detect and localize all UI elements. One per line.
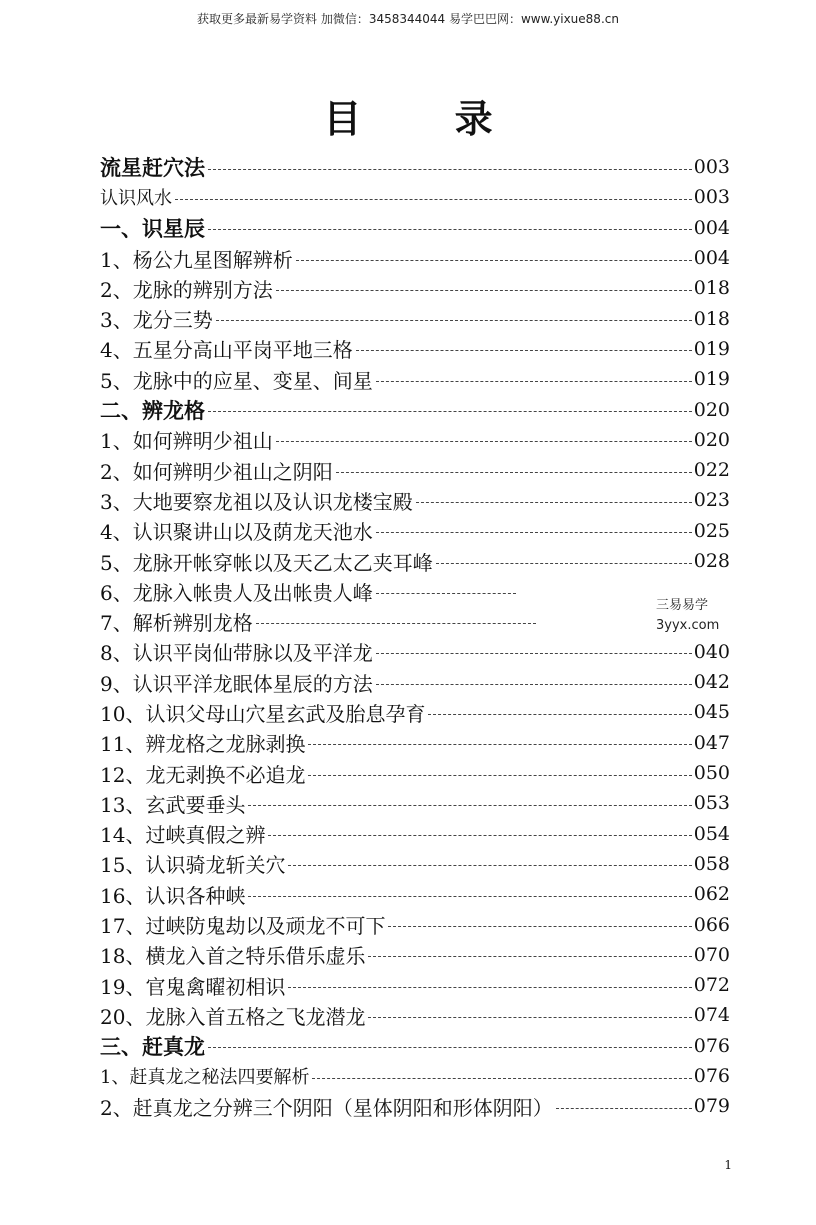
toc-entry-label: 6、龙脉入帐贵人及出帐贵人峰 [100,580,373,605]
toc-entry-label: 3、大地要察龙祖以及认识龙楼宝殿 [100,489,413,514]
toc-entry[interactable] [100,1031,730,1061]
toc-entry-label: 流星赶穴法 [100,155,205,181]
toc-entry-label: 2、如何辨明少祖山之阴阳 [100,459,333,484]
toc-leader-dashes [248,896,691,897]
toc-entry-label: 13、玄武要垂头 [100,792,246,817]
toc-entry[interactable] [100,425,730,455]
toc-entry[interactable] [100,606,730,636]
toc-leader-dashes [288,987,691,988]
watermark-line-2: 3yyx.com [656,618,720,633]
toc-entry-label: 12、龙无剥换不必追龙 [100,762,306,787]
toc-entry-label: 16、认识各种峡 [100,883,246,908]
toc-entry-label: 2、龙脉的辨别方法 [100,277,273,302]
toc-leader-dashes [256,623,536,624]
toc-entry[interactable] [100,1000,730,1030]
toc-leader-dashes [175,199,692,200]
toc-entry[interactable] [100,455,730,485]
toc-leader-dashes [308,744,691,745]
toc-entry-page: 047 [693,731,730,754]
toc-entry[interactable] [100,152,730,182]
toc-leader-dashes [376,684,692,685]
toc-leader-dashes [208,229,692,230]
toc-entry-label: 2、赶真龙之分辨三个阴阳（星体阴阳和形体阴阳） [100,1095,553,1120]
toc-entry-page: 022 [693,459,730,482]
toc-entry-page: 004 [693,247,730,270]
toc-leader-dashes [368,956,691,957]
toc-leader-dashes [376,653,692,654]
toc-leader-dashes [308,775,691,776]
toc-entry-label: 1、如何辨明少祖山 [100,429,273,454]
toc-entry-page: 050 [693,762,730,785]
toc-leader-dashes [276,290,692,291]
toc-entry-label: 认识风水 [100,188,172,210]
toc-leader-dashes [208,411,692,412]
toc-entry-label: 4、五星分高山平岗平地三格 [100,338,353,363]
toc-entry-page: 020 [693,428,730,451]
toc-entry[interactable] [100,758,730,788]
toc-entry-label: 14、过峡真假之辨 [100,823,266,848]
toc-entry[interactable] [100,394,730,424]
toc-leader-dashes [268,835,691,836]
toc-leader-dashes [376,532,692,533]
toc-entry-label: 4、认识聚讲山以及荫龙天池水 [100,520,373,545]
toc-entry-page: 076 [693,1065,730,1088]
toc-entry-page: 042 [693,671,730,694]
toc-entry-page: 058 [693,852,730,875]
toc-entry-label: 3、龙分三势 [100,308,213,333]
toc-entry-page: 003 [693,186,730,209]
toc-entry-page: 066 [693,913,730,936]
toc-entry-label: 一、识星辰 [100,215,205,241]
toc-leader-dashes [336,472,692,473]
toc-entry-page: 072 [693,974,730,997]
toc-entry[interactable] [100,182,730,212]
toc-entry-label: 8、认识平岗仙带脉以及平洋龙 [100,641,373,666]
toc-entry-page: 045 [693,701,730,724]
toc-entry[interactable] [100,879,730,909]
toc-leader-dashes [368,1017,691,1018]
toc-entry-page: 018 [693,277,730,300]
toc-entry-page: 019 [693,337,730,360]
toc-entry-label: 二、辨龙格 [100,397,205,423]
toc-entry-label: 15、认识骑龙斩关穴 [100,853,286,878]
page-header: 获取更多最新易学资料 加微信：3458344044 易学巴巴网：www.yixue88.cn [197,12,619,26]
page-title: 目 录 [323,96,533,141]
toc-entry-page: 054 [693,822,730,845]
toc-entry-page: 023 [693,489,730,512]
toc-leader-dashes [376,593,516,594]
toc-entry[interactable] [100,273,730,303]
toc-entry-page: 028 [693,550,730,572]
toc-entry-label: 11、辨龙格之龙脉剥换 [100,732,306,757]
toc-leader-dashes [356,350,692,351]
toc-entry[interactable] [100,576,730,606]
toc-entry-label: 20、龙脉入首五格之飞龙潜龙 [100,1004,366,1029]
toc-entry[interactable] [100,940,730,970]
toc-entry-page: 076 [693,1034,730,1057]
toc-entry[interactable] [100,667,730,697]
toc-entry[interactable] [100,788,730,818]
toc-entry[interactable] [100,849,730,879]
toc-entry[interactable] [100,213,730,243]
toc-entry-page: 070 [693,943,730,966]
toc-entry-label: 10、认识父母山穴星玄武及胎息孕育 [100,701,426,726]
toc-leader-dashes [556,1108,692,1109]
toc-entry[interactable] [100,516,730,546]
toc-leader-dashes [288,865,691,866]
toc-leader-dashes [276,441,692,442]
toc-entry-page: 079 [693,1095,730,1118]
toc-entry[interactable] [100,637,730,667]
toc-entry[interactable] [100,546,730,576]
page-number: 1 [724,1158,732,1172]
toc-entry-label: 9、认识平洋龙眠体星辰的方法 [100,671,373,696]
toc-entry[interactable] [100,909,730,939]
toc-leader-dashes [296,260,692,261]
toc-leader-dashes [216,320,692,321]
toc-leader-dashes [376,381,692,382]
toc-leader-dashes [208,169,692,170]
toc-entry[interactable] [100,243,730,273]
toc-entry-label: 三、赶真龙 [100,1033,205,1059]
toc-entry-page: 020 [693,398,730,421]
watermark [652,596,746,638]
toc-entry[interactable] [100,728,730,758]
table-of-contents [100,152,730,1122]
toc-entry[interactable] [100,364,730,394]
toc-entry[interactable] [100,1061,730,1091]
toc-entry-label: 18、横龙入首之特乐借乐虚乐 [100,944,366,969]
toc-leader-dashes [312,1078,691,1079]
toc-leader-dashes [428,714,691,715]
toc-entry-label: 17、过峡防鬼劫以及顽龙不可下 [100,914,386,939]
toc-entry[interactable] [100,697,730,727]
toc-entry[interactable] [100,819,730,849]
toc-leader-dashes [208,1047,692,1048]
toc-leader-dashes [436,563,692,564]
watermark-line-1: 三易易学 [656,598,709,613]
toc-entry[interactable] [100,334,730,364]
toc-entry-page: 019 [693,368,730,391]
toc-entry[interactable] [100,1091,730,1121]
toc-entry-label: 7、解析辨别龙格 [100,611,253,636]
toc-entry[interactable] [100,485,730,515]
toc-entry-page: 018 [693,307,730,330]
toc-leader-dashes [248,805,691,806]
toc-entry-label: 5、龙脉中的应星、变星、间星 [100,368,373,393]
toc-entry-label: 1、赶真龙之秘法四要解析 [100,1067,310,1089]
toc-entry-page: 074 [693,1004,730,1027]
toc-entry-page: 025 [693,519,730,542]
toc-leader-dashes [388,926,691,927]
toc-leader-dashes [416,502,692,503]
toc-entry[interactable] [100,303,730,333]
toc-entry-page: 053 [693,792,730,815]
toc-entry-label: 1、杨公九星图解辨析 [100,247,293,272]
toc-entry-page: 040 [693,640,730,663]
toc-entry-page: 003 [693,156,730,179]
toc-entry[interactable] [100,970,730,1000]
toc-entry-page: 062 [693,883,730,906]
toc-entry-label: 19、官鬼禽曜初相识 [100,974,286,999]
toc-entry-label: 5、龙脉开帐穿帐以及天乙太乙夹耳峰 [100,550,433,575]
toc-entry-page: 004 [693,216,730,239]
